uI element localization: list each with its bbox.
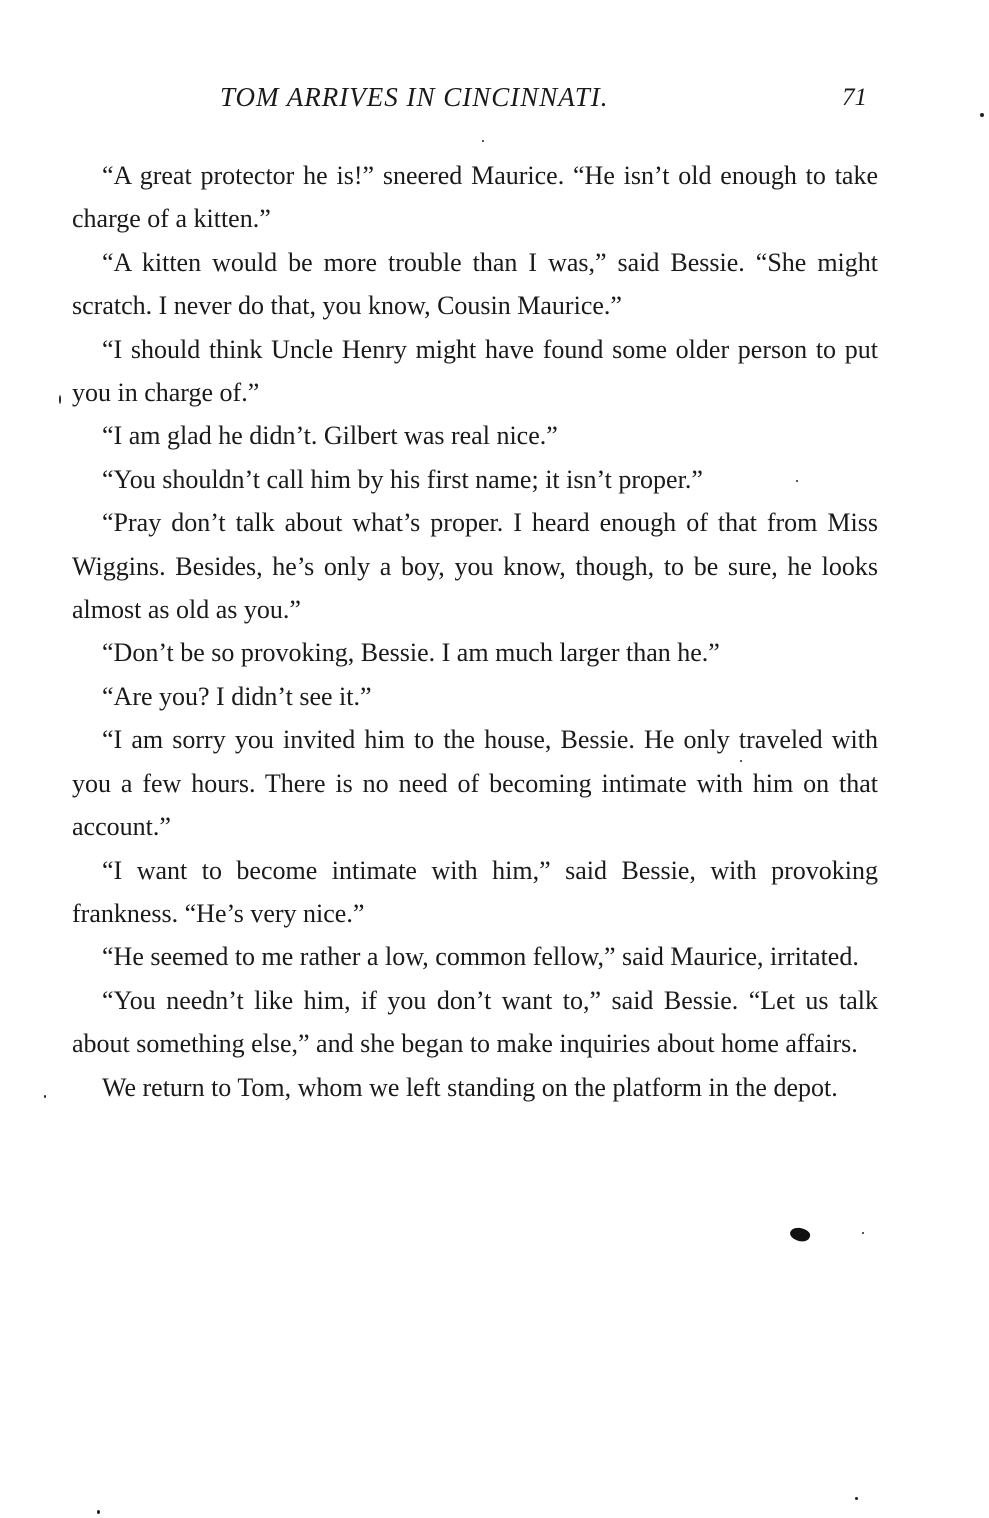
scan-speck [862, 1232, 864, 1234]
paragraph: “I am glad he didn’t. Gilbert was real nice.” [102, 421, 558, 451]
scan-speck [97, 1510, 100, 1514]
paragraph: “I am sorry you invited him to the house, Bessie. He only traveled with you a few hours. There is no need of becoming intimate with him on that account.” [72, 725, 878, 842]
page-header [0, 82, 989, 122]
scan-speck [740, 760, 742, 762]
paragraph: “Are you? I didn’t see it.” [102, 681, 372, 711]
paragraph: “You shouldn’t call him by his first name; it isn’t proper.” [102, 464, 703, 494]
paragraph: “Don’t be so provoking, Bessie. I am much larger than he.” [102, 638, 720, 668]
paragraph: “He seemed to me rather a low, common fellow,” said Maurice, irritated. [102, 942, 859, 972]
paragraph: “I should think Uncle Henry might have found some older person to put you in charge of.” [72, 334, 878, 408]
running-title: TOM ARRIVES IN CINCINNATI. [220, 82, 609, 112]
scan-speck [980, 113, 984, 117]
paragraph: “I want to become intimate with him,” said Bessie, with provoking frankness. “He’s very nice.” [72, 855, 878, 928]
scan-speck [855, 1497, 858, 1500]
scan-speck [59, 395, 61, 404]
paragraph: We return to Tom, whom we left standing on the platform in the depot. [102, 1072, 838, 1102]
page-number: 71 [842, 84, 867, 111]
scan-speck [796, 480, 798, 482]
paragraph: “You needn’t like him, if you don’t want to,” said Bessie. “Let us talk about something else,” and she began to make inquiries about home affairs. [72, 985, 878, 1059]
paragraph: “A great protector he is!” sneered Maurice. “He isn’t old enough to take charge of a kitten.” [72, 161, 878, 234]
paragraph: “Pray don’t talk about what’s proper. I heard enough of that from Miss Wiggins. Besides, he’s only a boy, you know, though, to be sure, he looks almost as old as you.” [72, 508, 878, 625]
scan-speck [44, 1095, 46, 1098]
body-text [72, 154, 878, 1109]
scan-speck [482, 140, 484, 142]
paragraph: “A kitten would be more trouble than I was,” said Bessie. “She might scratch. I never do that, you know, Cousin Maurice.” [72, 247, 878, 321]
ink-blot [788, 1225, 811, 1244]
